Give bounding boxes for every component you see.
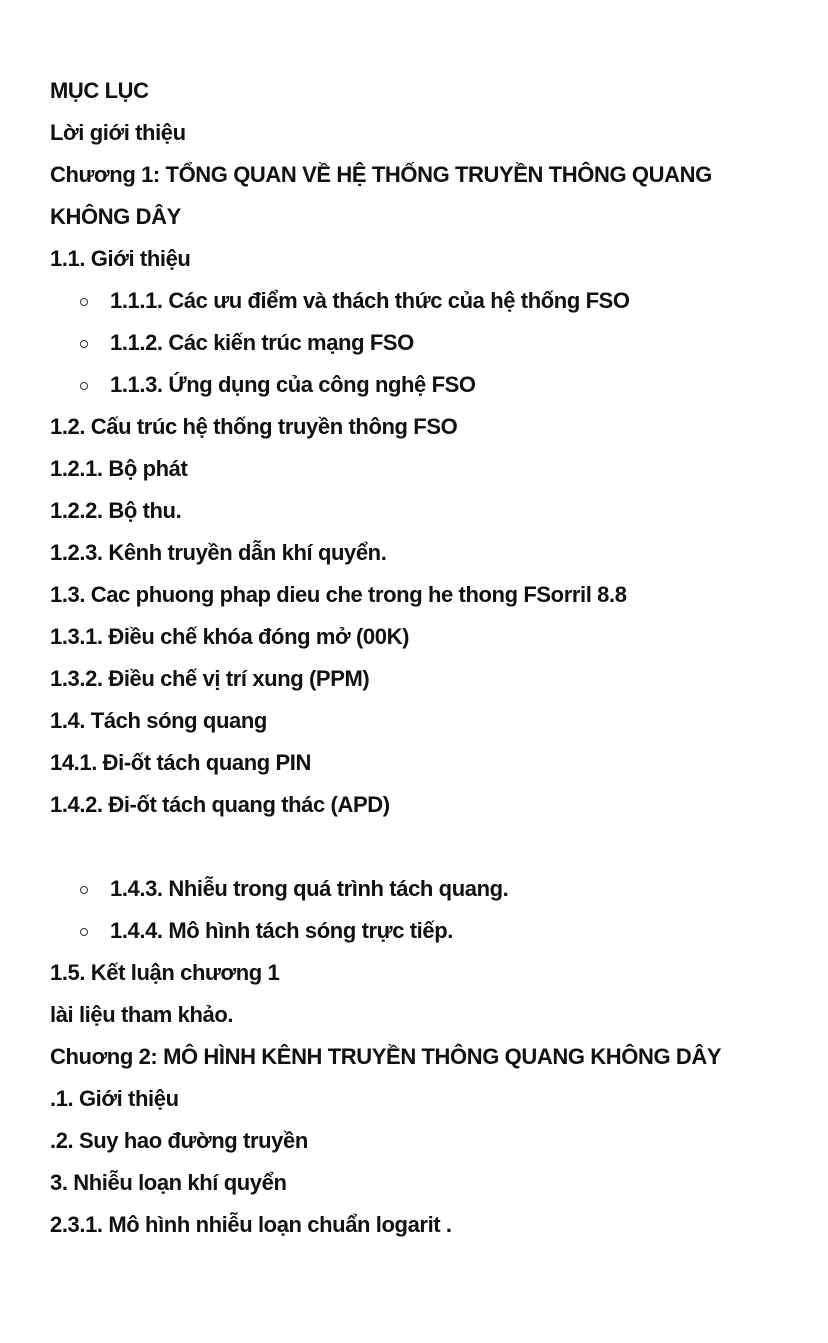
toc-title: MỤC LỤC	[50, 78, 149, 103]
toc-entry	[50, 112, 828, 154]
toc-entry-text: Chuơng 2: MÔ HÌNH KÊNH TRUYỀN THÔNG QUANG KHÔNG DÂY	[50, 1044, 722, 1069]
toc-entry-text: lài liệu tham khảo.	[50, 1002, 234, 1027]
toc-entry	[50, 952, 828, 994]
blank-line	[50, 826, 828, 868]
toc-entry	[50, 1204, 828, 1246]
toc-entry-text: 1.4.3. Nhiễu trong quá trình tách quang.	[110, 876, 509, 901]
toc-subentry	[50, 868, 828, 910]
toc-entry-text: Lời giới thiệu	[50, 120, 186, 145]
toc-entry-text: 1.2.3. Kênh truyền dẫn khí quyển.	[50, 540, 387, 565]
toc-entry-text: 1.1.2. Các kiến trúc mạng FSO	[110, 330, 414, 355]
toc-entry-text: 1.2.1. Bộ phát	[50, 456, 188, 481]
hollow-bullet-icon	[80, 298, 88, 306]
toc-entry	[50, 742, 828, 784]
toc-entry-text: .2. Suy hao đường truyền	[50, 1128, 308, 1153]
toc-entry	[50, 406, 828, 448]
toc-entry	[50, 196, 828, 238]
toc-entry	[50, 994, 828, 1036]
toc-subentry	[50, 322, 828, 364]
toc-subentry	[50, 910, 828, 952]
toc-entry-text: 1.1. Giới thiệu	[50, 246, 191, 271]
hollow-bullet-icon	[80, 340, 88, 348]
toc-entry	[50, 658, 828, 700]
toc-entry	[50, 490, 828, 532]
toc-entry-text: 14.1. Đi-ốt tách quang PIN	[50, 750, 311, 775]
toc-entry-text: 1.4.4. Mô hình tách sóng trực tiếp.	[110, 918, 453, 943]
toc-subentry	[50, 364, 828, 406]
toc-entry	[50, 1078, 828, 1120]
hollow-bullet-icon	[80, 382, 88, 390]
toc-entry	[50, 532, 828, 574]
toc-subentry	[50, 280, 828, 322]
toc-entry-text: 1.4.2. Đi-ốt tách quang thác (APD)	[50, 792, 390, 817]
toc-entry	[50, 238, 828, 280]
toc-entry-text: 3. Nhiễu loạn khí quyển	[50, 1170, 287, 1195]
toc-entry-text: 1.2.2. Bộ thu.	[50, 498, 182, 523]
toc-entry	[50, 1120, 828, 1162]
toc-entry	[50, 1162, 828, 1204]
toc-entry-text: 1.1.1. Các ưu điểm và thách thức của hệ thống FSO	[110, 288, 630, 313]
toc-entry-text: 1.3. Cac phuong phap dieu che trong he thong FSorril 8.8	[50, 582, 627, 607]
hollow-bullet-icon	[80, 886, 88, 894]
toc-entry	[50, 448, 828, 490]
toc-entry-text: 1.2. Cấu trúc hệ thống truyền thông FSO	[50, 414, 458, 439]
toc-entry-text: KHÔNG DÂY	[50, 204, 181, 229]
toc-entry-text: 1.3.2. Điều chế vị trí xung (PPM)	[50, 666, 370, 691]
toc-entry-text: 1.4. Tách sóng quang	[50, 708, 267, 733]
toc-entry-text: .1. Giới thiệu	[50, 1086, 179, 1111]
toc-entry-text: 1.5. Kết luận chương 1	[50, 960, 280, 985]
toc-entry-text: 1.3.1. Điều chế khóa đóng mở (00K)	[50, 624, 410, 649]
toc-entry	[50, 574, 828, 616]
hollow-bullet-icon	[80, 928, 88, 936]
toc-entry	[50, 700, 828, 742]
toc-entry-text: Chương 1: TỔNG QUAN VỀ HỆ THỐNG TRUYỀN THÔNG QUANG	[50, 162, 712, 187]
toc-entry	[50, 616, 828, 658]
toc-entry	[50, 154, 828, 196]
toc-entry	[50, 1036, 828, 1078]
toc-entry-text: 1.1.3. Ứng dụng của công nghệ FSO	[110, 372, 476, 397]
toc-entry-text: 2.3.1. Mô hình nhiễu loạn chuẩn logarit .	[50, 1212, 452, 1237]
table-of-contents	[50, 70, 828, 1246]
toc-entry	[50, 784, 828, 826]
